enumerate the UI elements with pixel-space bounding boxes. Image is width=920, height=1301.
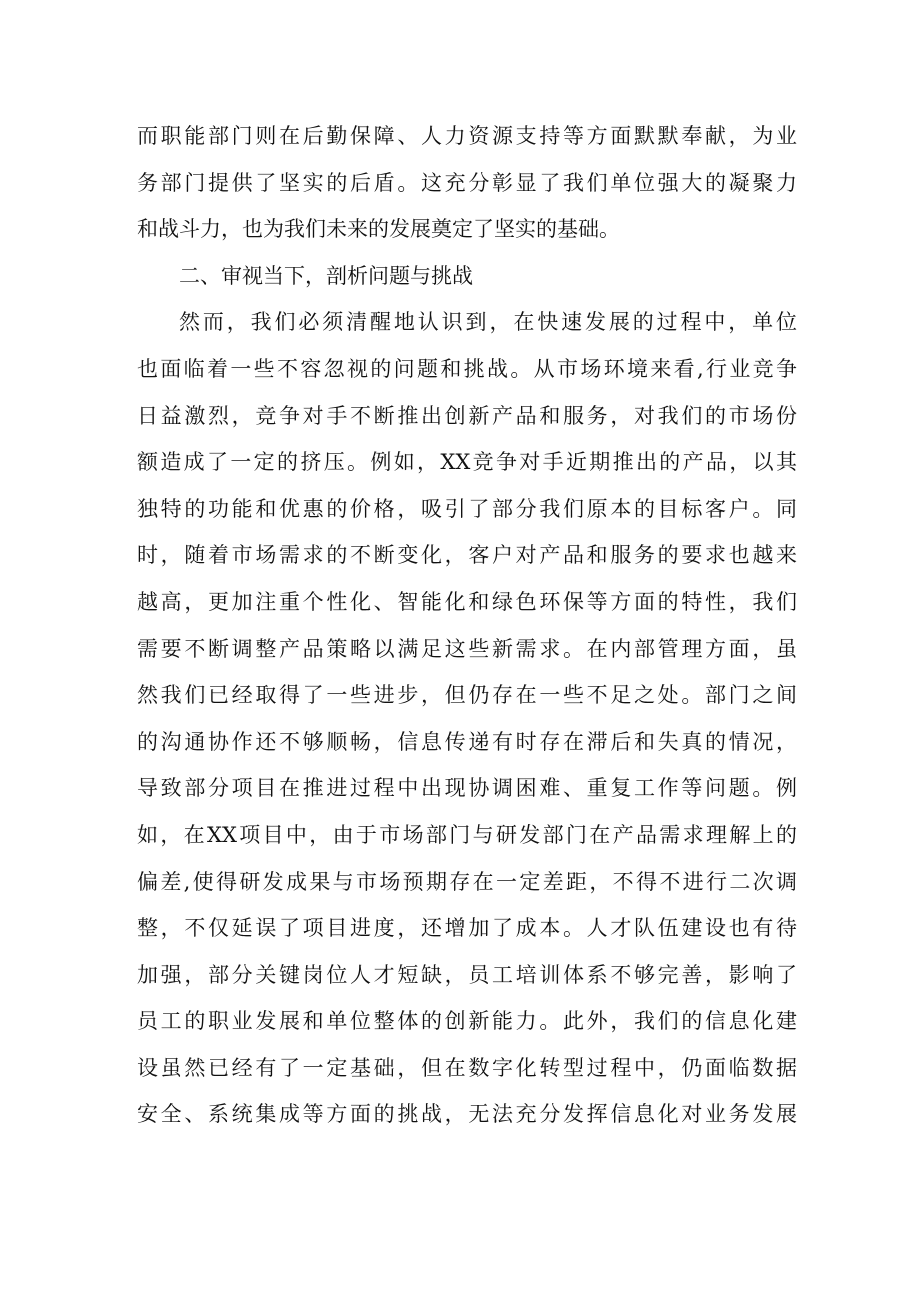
- text-line: 越高，更加注重个性化、智能化和绿色环保等方面的特性，我们: [137, 589, 797, 614]
- text-line: 独特的功能和优惠的价格，吸引了部分我们原本的目标客户。同: [137, 496, 797, 521]
- body-text: [137, 113, 797, 1138]
- text-line: 日益激烈，竞争对手不断推出创新产品和服务，对我们的市场份: [137, 403, 797, 428]
- text-line: 导致部分项目在推进过程中出现协调困难、重复工作等问题。例: [137, 776, 797, 801]
- text-line: 也面临着一些不容忽视的问题和挑战。从市场环境来看,行业竞争: [137, 356, 797, 381]
- text-line: 员工的职业发展和单位整体的创新能力。此外，我们的信息化建: [137, 1009, 797, 1034]
- text-line: 而职能部门则在后勤保障、人力资源支持等方面默默奉献，为业: [137, 124, 797, 148]
- text-line: 设虽然已经有了一定基础，但在数字化转型过程中，仍面临数据: [137, 1055, 797, 1080]
- section-heading: 二、审视当下，剖析问题与挑战: [179, 263, 473, 288]
- text-line: 整，不仅延误了项目进度，还增加了成本。人才队伍建设也有待: [137, 916, 797, 941]
- text-line: 安全、系统集成等方面的挑战，无法充分发挥信息化对业务发展: [137, 1102, 797, 1127]
- text-line: 偏差,使得研发成果与市场预期存在一定差距，不得不进行二次调: [137, 869, 797, 894]
- text-line: 如，在XX项目中，由于市场部门与研发部门在产品需求理解上的: [137, 822, 797, 847]
- text-line: 时，随着市场需求的不断变化，客户对产品和服务的要求也越来: [137, 543, 797, 568]
- text-line: 额造成了一定的挤压。例如，XX竞争对手近期推出的产品，以其: [137, 450, 797, 475]
- text-line: 需要不断调整产品策略以满足这些新需求。在内部管理方面，虽: [137, 636, 797, 661]
- text-line: 的沟通协作还不够顺畅，信息传递有时存在滞后和失真的情况，: [137, 729, 797, 754]
- text-line: 然我们已经取得了一些进步，但仍存在一些不足之处。部门之间: [137, 683, 797, 708]
- text-line: 然而，我们必须清醒地认识到，在快速发展的过程中，单位: [179, 310, 797, 335]
- text-line: 务部门提供了坚实的后盾。这充分彰显了我们单位强大的凝聚力: [137, 170, 797, 195]
- text-line: 加强，部分关键岗位人才短缺，员工培训体系不够完善，影响了: [137, 962, 797, 987]
- text-line: 和战斗力，也为我们未来的发展奠定了坚实的基础。: [137, 217, 620, 242]
